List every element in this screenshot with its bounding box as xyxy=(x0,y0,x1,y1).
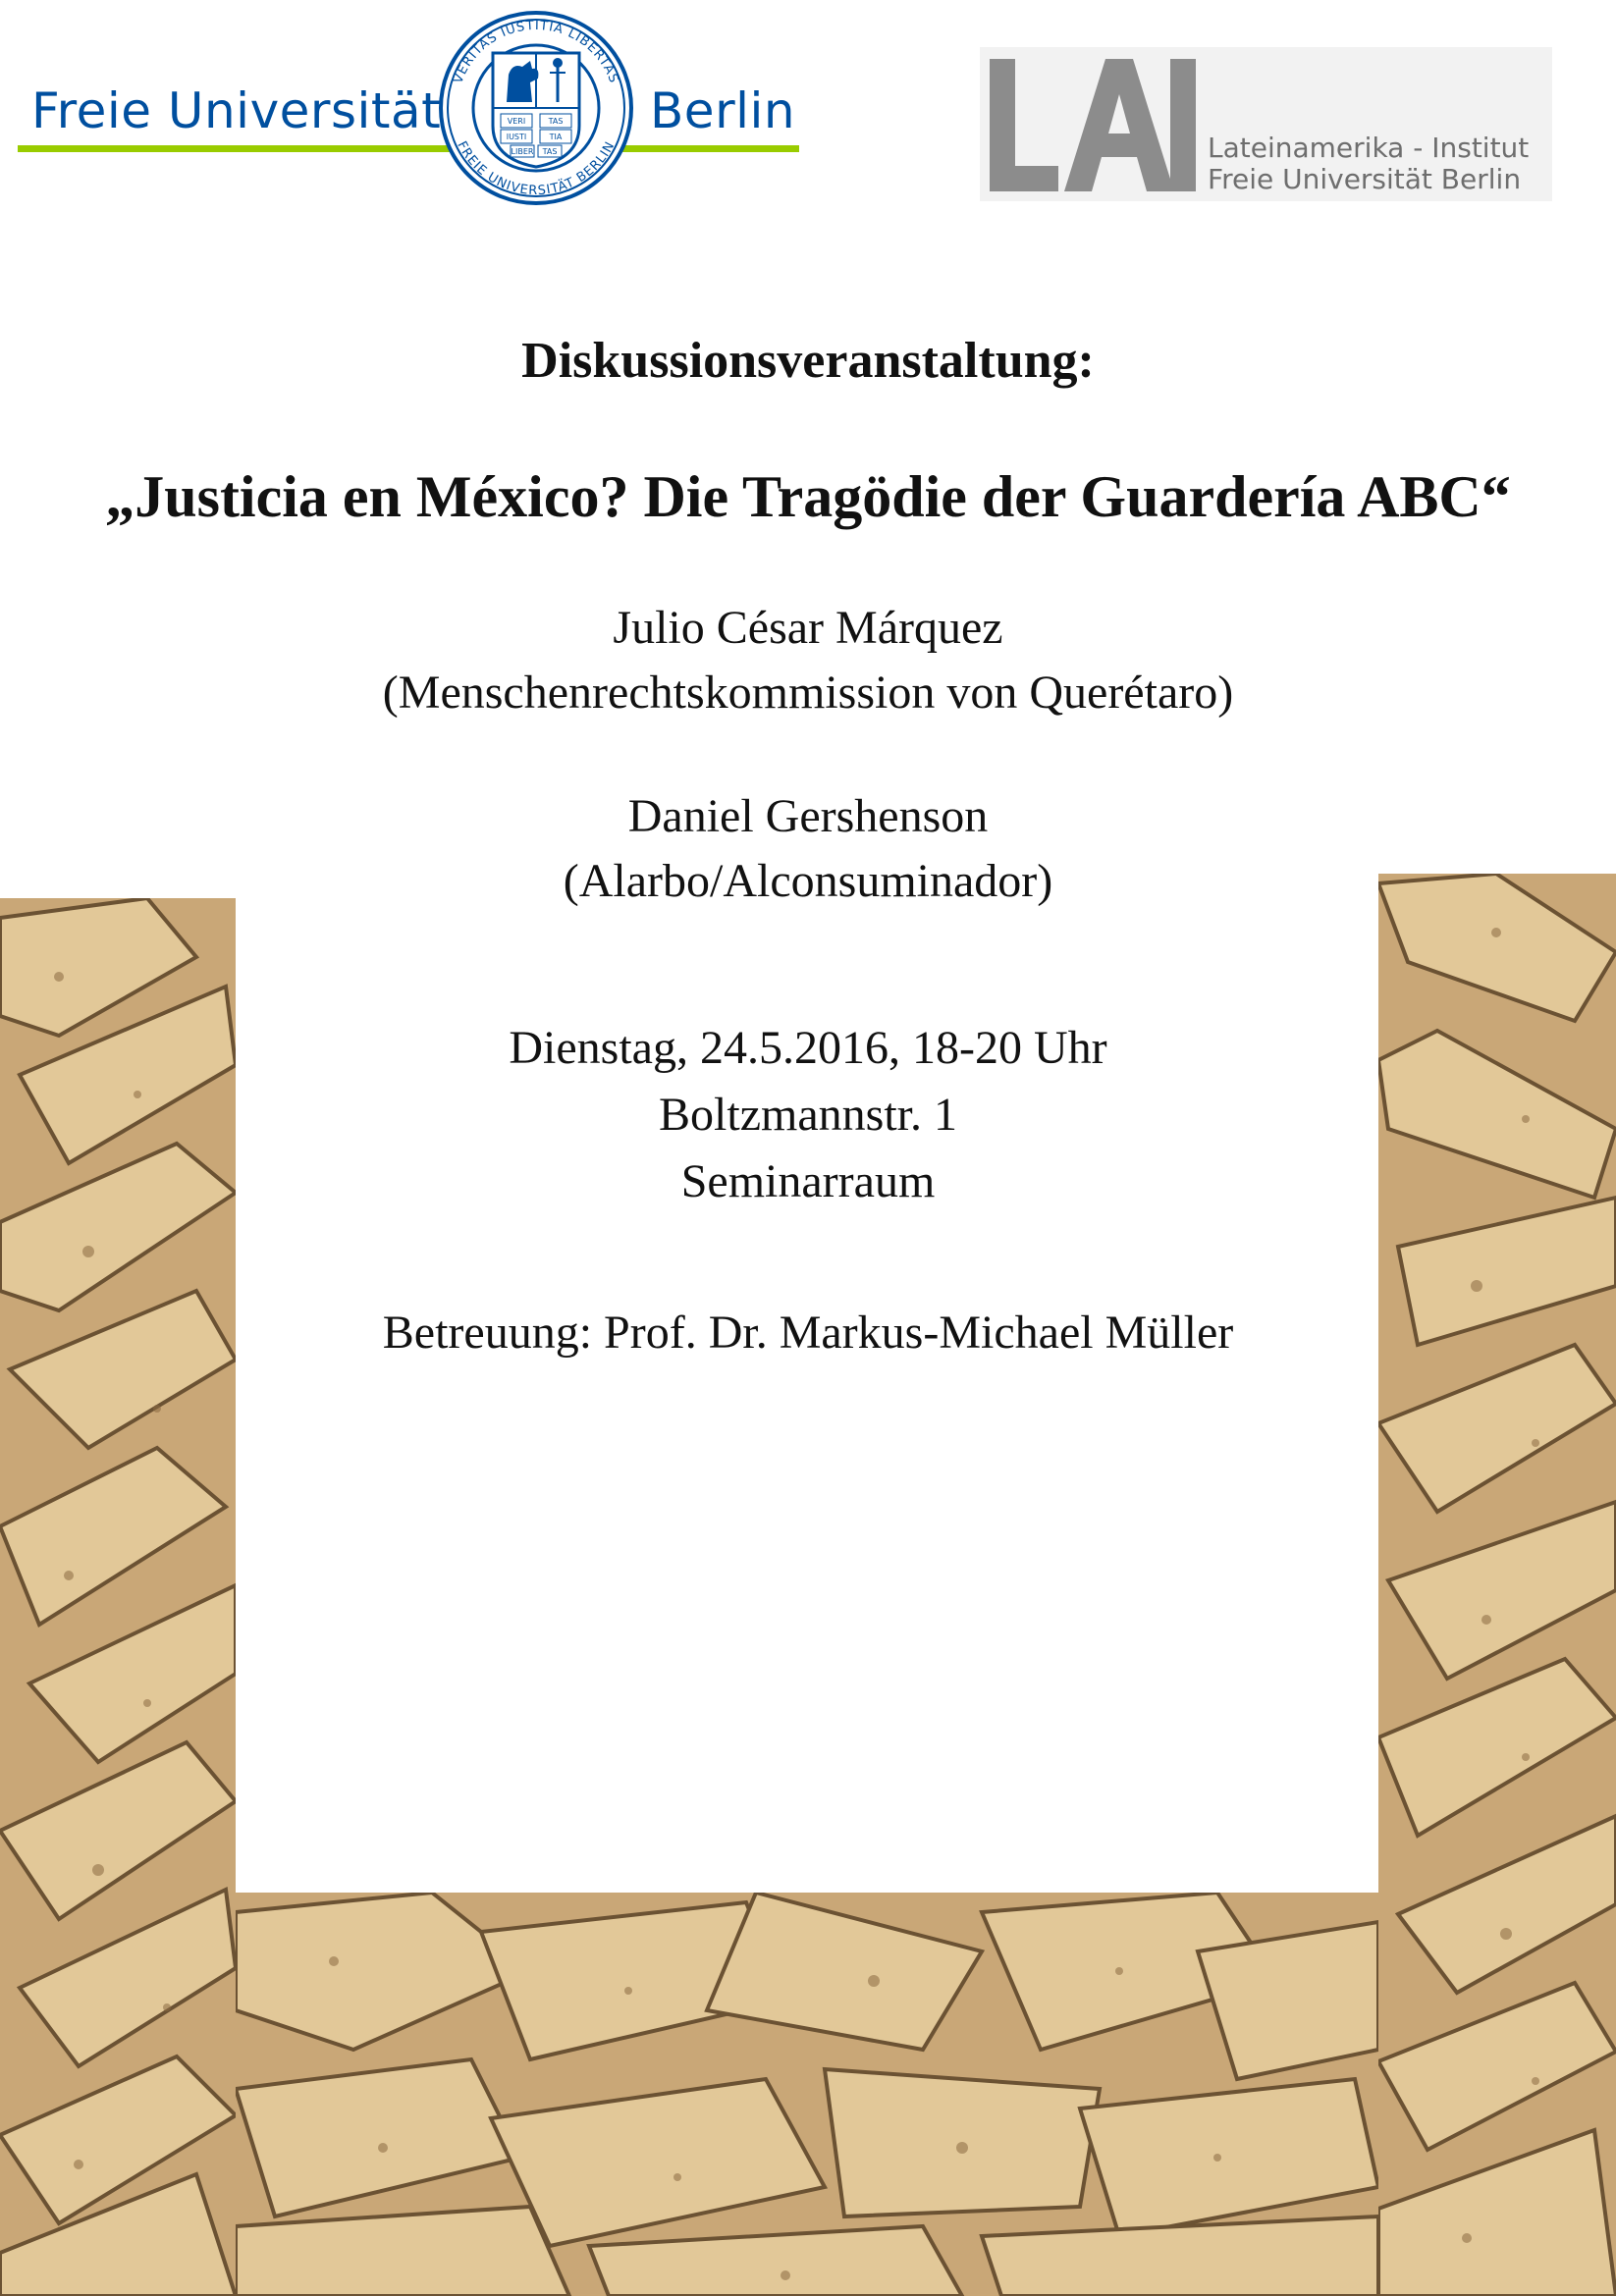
event-room: Seminarraum xyxy=(680,1155,936,1207)
fu-logo-name-left: Freie Universität xyxy=(31,82,442,139)
speaker-1-name: Julio César Márquez xyxy=(613,602,1003,654)
lai-logo-line2: Freie Universität Berlin xyxy=(1208,163,1522,195)
stone-texture-bottom xyxy=(236,1893,1378,2296)
lai-logo-line1: Lateinamerika - Institut xyxy=(1208,132,1530,164)
lai-letters-icon xyxy=(990,59,1196,191)
lai-logo xyxy=(980,47,1552,201)
event-date-time: Dienstag, 24.5.2016, 18-20 Uhr xyxy=(509,1022,1107,1074)
seal-book-4: TIA xyxy=(549,133,563,141)
fu-logo-name-right: Berlin xyxy=(650,82,796,139)
event-address: Boltzmannstr. 1 xyxy=(659,1089,957,1141)
speaker-1-affiliation: (Menschenrechtskommission von Querétaro) xyxy=(382,667,1234,719)
fu-seal-icon xyxy=(428,10,644,206)
seal-motto-top: VERITAS IUSTITIA LIBERTAS xyxy=(451,18,621,86)
seal-book-2: TAS xyxy=(548,117,564,126)
seal-book-1: VERI xyxy=(507,117,526,126)
event-type-heading: Diskussionsveranstaltung: xyxy=(521,333,1095,389)
seal-motto-bottom: FREIE UNIVERSITÄT BERLIN xyxy=(454,138,619,199)
event-supervision: Betreuung: Prof. Dr. Markus-Michael Müller xyxy=(382,1307,1234,1359)
speaker-2-name: Daniel Gershenson xyxy=(627,790,989,842)
seal-book-5: LIBER xyxy=(511,147,534,156)
fu-logo-green-bar xyxy=(18,145,799,152)
seal-book-3: IUSTI xyxy=(506,133,527,141)
speaker-2-affiliation: (Alarbo/Alconsuminador) xyxy=(563,855,1053,907)
seal-book-6: TAS xyxy=(542,147,558,156)
event-title: „Justicia en México? Die Tragödie der Guardería ABC“ xyxy=(105,464,1511,529)
